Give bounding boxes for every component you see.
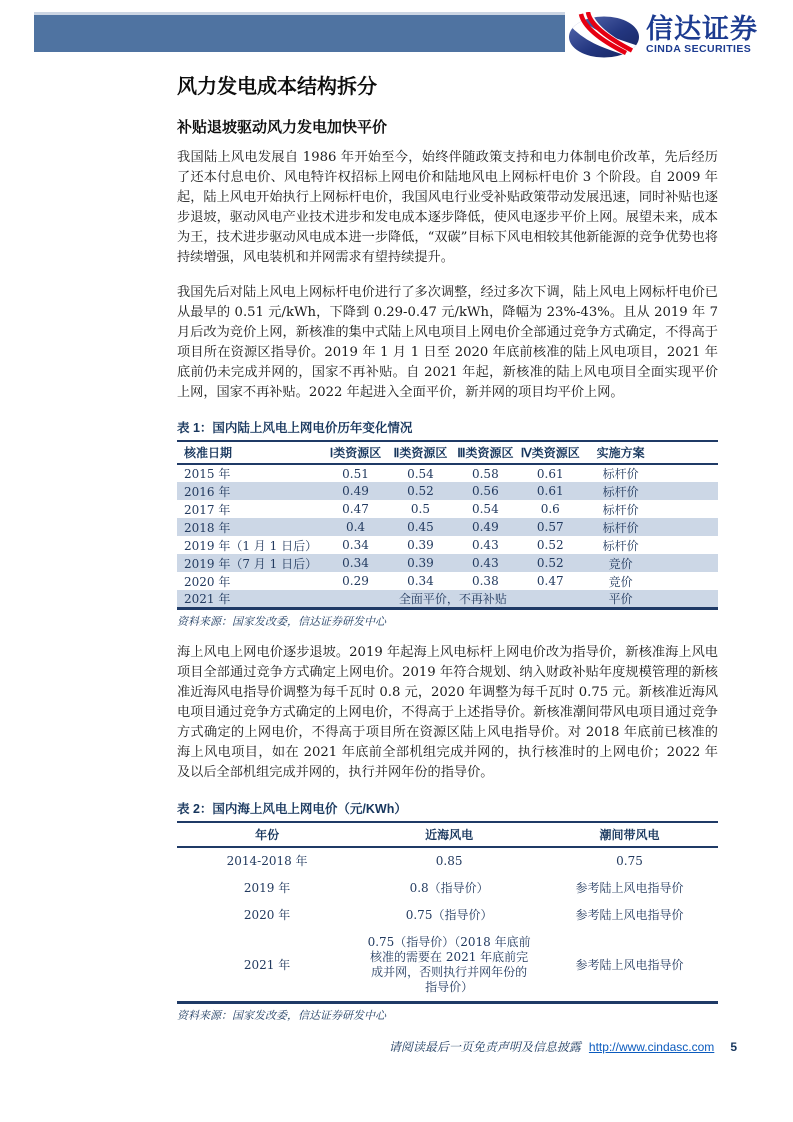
table-row — [177, 929, 718, 1003]
table-cell: 标杆价 — [602, 484, 639, 499]
table-cell: 2016 年 — [184, 484, 231, 499]
table-cell: 0.56 — [471, 484, 499, 498]
column-header-spacer — [658, 442, 718, 464]
table-cell: 0.52 — [536, 556, 564, 570]
brand-logo — [568, 12, 758, 58]
table-cell: 2017 年 — [184, 502, 231, 517]
table-cell: 0.52 — [536, 538, 564, 552]
table-cell: 2014-2018 年 — [226, 854, 308, 868]
table1-caption: 表 1：国内陆上风电上网电价历年变化情况 — [177, 418, 718, 442]
table-cell: 0.47 — [342, 502, 369, 516]
table-row — [177, 482, 718, 500]
table-cell: 2019 年（1 月 1 日后） — [184, 538, 318, 553]
table-cell: 2019 年（7 月 1 日后） — [184, 556, 318, 571]
table-cell: 竞价 — [608, 556, 633, 571]
paragraph-onshore-history: 我国陆上风电发展自 1986 年开始至今，始终伴随政策支持和电力体制电价改革，先后经历了还本付息电价、风电特许权招标上网电价和陆地风电上网标杆电价 3 个阶段。自 2009 年起，陆上风电开始执行上网标杆电价，我国风电行业受补贴政策带动发展迅速，同时补贴也逐步退坡，驱动风电产业技术进步和发电成本逐步降低，使风电逐步平价上网。展望未来，成本为王，技术进步驱动风电成本进一步降低，“双碳”目标下风电相较其他新能源的竞争优势也将持续增强，风电装机和并网需求有望持续提升。 — [177, 150, 718, 265]
table2-source: 资料来源：国家发改委，信达证券研发中心 — [177, 1009, 386, 1022]
table-row — [177, 875, 718, 902]
table-row — [177, 464, 718, 482]
table-cell: 0.43 — [471, 538, 499, 552]
column-header: 年份 — [177, 823, 357, 847]
table-cell-spacer — [658, 518, 718, 536]
table-cell: 平价 — [608, 592, 633, 606]
table-cell: 0.75 — [616, 854, 643, 868]
table-row — [177, 572, 718, 590]
offshore-tariff-table — [177, 823, 718, 1004]
brand-name — [646, 15, 758, 55]
brand-name-cn: 信达证券 — [646, 14, 758, 44]
table-cell: 0.75（指导价） — [405, 908, 493, 922]
table-cell: 0.5 — [410, 502, 430, 516]
table-cell: 2018 年 — [184, 520, 231, 535]
table-cell: 标杆价 — [602, 520, 639, 535]
table-row — [177, 536, 718, 554]
table-row — [177, 554, 718, 572]
table-cell: 2020 年 — [243, 908, 291, 922]
page-number: 5 — [730, 1040, 737, 1054]
table-cell: 0.52 — [407, 484, 434, 498]
table-cell: 0.4 — [345, 520, 366, 534]
footer-link[interactable]: http://www.cindasc.com — [588, 1040, 715, 1054]
table-cell: 0.45 — [407, 520, 434, 534]
table-cell: 2015 年 — [184, 467, 231, 481]
table-row-2021-merged — [177, 590, 718, 609]
table-cell: 参考陆上风电指导价 — [575, 881, 684, 895]
table-cell: 0.54 — [471, 502, 499, 516]
table-header-row — [177, 823, 718, 847]
table-cell: 0.47 — [536, 574, 564, 588]
table-cell: 0.39 — [407, 556, 434, 570]
table-cell: 标杆价 — [602, 467, 639, 481]
report-body — [177, 70, 718, 1023]
section-subtitle: 补贴退坡驱动风力发电加快平价 — [177, 119, 388, 136]
table-cell: 0.43 — [471, 556, 499, 570]
table-cell: 0.49 — [342, 484, 369, 498]
table-cell: 0.34 — [407, 574, 434, 588]
onshore-tariff-table — [177, 442, 718, 610]
table-cell: 2019 年 — [243, 881, 291, 895]
brand-name-en: CINDA SECURITIES — [646, 43, 752, 55]
table-cell: 0.54 — [407, 466, 434, 481]
table2-caption: 表 2：国内海上风电上网电价（元/KWh） — [177, 799, 718, 823]
table-cell-spacer — [658, 572, 718, 590]
cinda-logo-icon — [568, 12, 640, 58]
table-cell: 标杆价 — [602, 502, 639, 517]
table-row — [177, 847, 718, 875]
table-cell: 0.58 — [471, 466, 499, 481]
column-header: Ⅳ类资源区 — [518, 442, 583, 464]
table-cell: 0.6 — [540, 502, 560, 516]
table-cell-spacer — [658, 590, 718, 609]
table-cell: 0.38 — [471, 574, 499, 588]
table-header-row — [177, 442, 718, 464]
table-cell: 0.61 — [536, 466, 564, 481]
column-header: Ⅱ类资源区 — [388, 442, 453, 464]
column-header: 实施方案 — [583, 442, 659, 464]
table-cell: 0.49 — [471, 520, 499, 534]
table-cell-spacer — [658, 482, 718, 500]
column-header: Ⅲ类资源区 — [453, 442, 518, 464]
disclaimer-text: 请阅读最后一页免责声明及信息披露 — [388, 1040, 581, 1054]
column-header: 近海风电 — [357, 823, 541, 847]
table-cell: 0.51 — [342, 466, 369, 481]
table-cell: 0.75（指导价）（2018 年底前核准的需要在 2021 年底前完成并网，否则执行并网年份的指导价） — [367, 935, 531, 994]
table-cell: 2020 年 — [184, 574, 231, 589]
column-header: 潮间带风电 — [541, 823, 718, 847]
table-cell: 0.8（指导价） — [409, 881, 489, 895]
table-cell: 0.85 — [435, 854, 463, 868]
table-cell: 2021 年 — [184, 592, 231, 606]
table-row — [177, 500, 718, 518]
table-row — [177, 518, 718, 536]
table-cell: 参考陆上风电指导价 — [575, 957, 684, 972]
table-cell-spacer — [658, 554, 718, 572]
table-cell: 0.29 — [342, 574, 369, 588]
table-cell-spacer — [658, 536, 718, 554]
table-cell: 0.39 — [407, 538, 434, 552]
table-cell-spacer — [658, 500, 718, 518]
paragraph-offshore-tariff: 海上风电上网电价逐步退坡。2019 年起海上风电标杆上网电价改为指导价，新核准海上风电项目全部通过竞争方式确定上网电价。2019 年符合规划、纳入财政补贴年度规模管理的新核准近海风电指导价调整为每千瓦时 0.8 元，2020 年调整为每千瓦时 0.75 元。新核准近海风电项目通过竞争方式确定的上网电价，不得高于上述指导价。新核准潮间带风电项目通过竞争方式确定的上网电价，不得高于项目所在资源区陆上风电指导价。对 2018 年底前已核准的海上风电项目，如在 2021 年底前全部机组完成并网的，执行核准时的上网电价；2022 年及以后全部机组完成并网的，执行并网年份的指导价。 — [177, 645, 718, 780]
table1-source: 资料来源：国家发改委，信达证券研发中心 — [177, 615, 386, 628]
table-cell: 标杆价 — [602, 538, 639, 553]
page-title: 风力发电成本结构拆分 — [177, 76, 377, 98]
table-cell: 0.57 — [536, 520, 564, 534]
column-header: 核准日期 — [177, 442, 323, 464]
table-cell: 竞价 — [608, 574, 633, 589]
table-row — [177, 902, 718, 929]
table-cell: 参考陆上风电指导价 — [575, 908, 684, 922]
table-cell: 0.34 — [342, 538, 369, 552]
table-cell: 0.61 — [536, 484, 564, 498]
paragraph-onshore-tariff-cuts: 我国先后对陆上风电上网标杆电价进行了多次调整，经过多次下调，陆上风电上网标杆电价已从最早的 0.51 元/kWh，下降到 0.29-0.47 元/kWh，降幅为 23%-43%。且从 2019 年 7 月后改为竞价上网，新核准的集中式陆上风电项目上网电价全部通过竞争方式确定，不得高于项目所在资源区指导价。2019 年 1 月 1 日至 2020 年底前核准的陆上风电项目，2021 年底前仍未完成并网的，国家不再补贴。自 2021 年起，新核准的陆上风电项目全面实现平价上网，国家不再补贴。2022 年起进入全面平价，新并网的项目均平价上网。 — [177, 285, 718, 400]
table-cell: 0.34 — [342, 556, 369, 570]
table-cell: 2021 年 — [243, 957, 291, 972]
header-bar — [34, 12, 565, 52]
page-footer — [177, 1038, 737, 1055]
column-header: Ⅰ类资源区 — [323, 442, 388, 464]
table-cell-merged: 全面平价，不再补贴 — [398, 592, 507, 606]
table-cell-spacer — [658, 464, 718, 482]
